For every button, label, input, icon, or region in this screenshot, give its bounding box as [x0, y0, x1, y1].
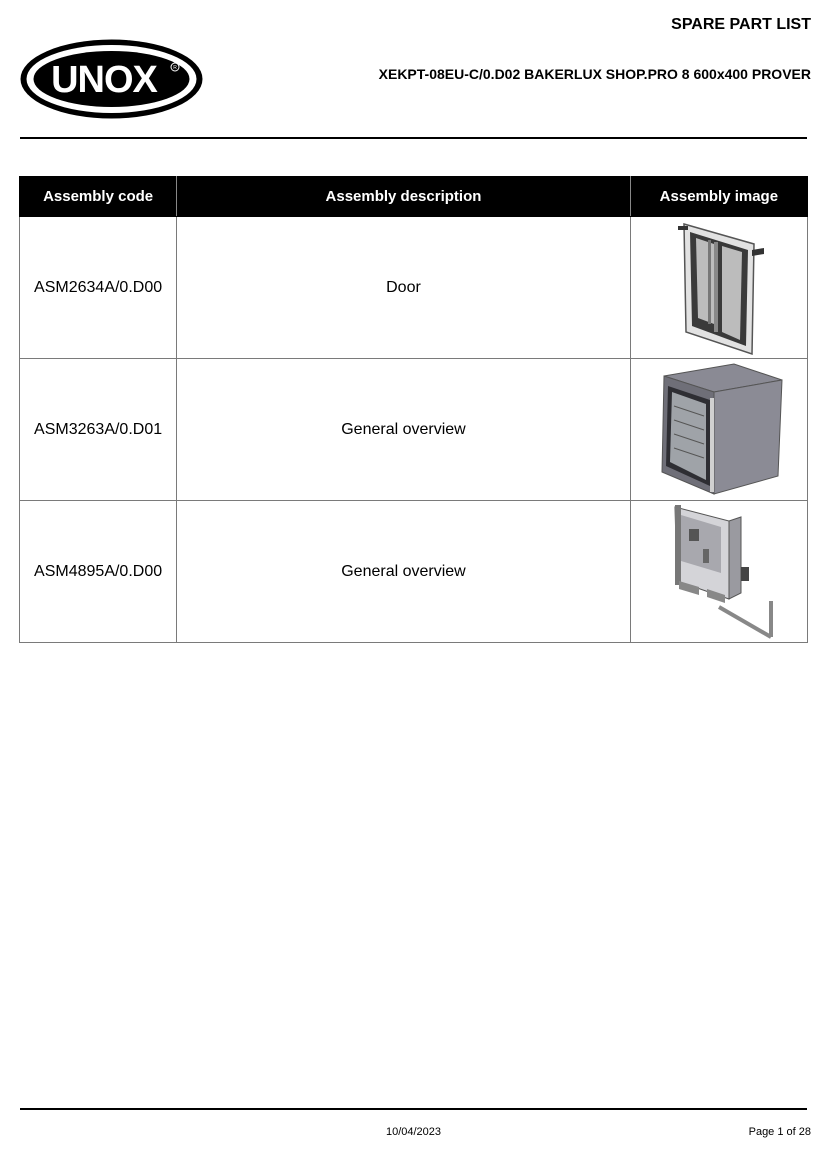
table-header-row: [20, 177, 808, 217]
column-header-code: Assembly code: [20, 177, 177, 217]
footer-divider: [20, 1108, 807, 1110]
assembly-description: General overview: [177, 501, 631, 643]
page-number: Page 1 of 28: [748, 1126, 811, 1138]
assembly-image-cell[interactable]: [630, 359, 807, 501]
column-header-image: Assembly image: [630, 177, 807, 217]
assembly-image-cell[interactable]: [630, 217, 807, 359]
table-row: [20, 359, 808, 501]
assembly-code[interactable]: ASM2634A/0.D00: [20, 217, 177, 359]
table-row: [20, 217, 808, 359]
assembly-code[interactable]: ASM4895A/0.D00: [20, 501, 177, 643]
column-header-description: Assembly description: [177, 177, 631, 217]
print-date: 10/04/2023: [385, 1126, 442, 1138]
prover-cabinet-image: [654, 362, 784, 498]
svg-text:R: R: [173, 65, 177, 71]
header-divider: [20, 137, 807, 139]
assembly-table: [19, 176, 808, 643]
unox-logo: [19, 38, 204, 120]
assembly-code[interactable]: ASM3263A/0.D01: [20, 359, 177, 501]
assembly-description: Door: [177, 217, 631, 359]
assembly-image-cell[interactable]: [630, 501, 807, 643]
door-assembly-image: [664, 220, 774, 356]
table-row: [20, 501, 808, 643]
document-title: SPARE PART LIST: [671, 16, 811, 33]
assembly-description: General overview: [177, 359, 631, 501]
svg-text:UNOX: UNOX: [51, 59, 157, 101]
document-subtitle: XEKPT-08EU-C/0.D02 BAKERLUX SHOP.PRO 8 600x400 PROVER: [378, 66, 811, 82]
rear-panel-assembly-image: [659, 503, 779, 641]
